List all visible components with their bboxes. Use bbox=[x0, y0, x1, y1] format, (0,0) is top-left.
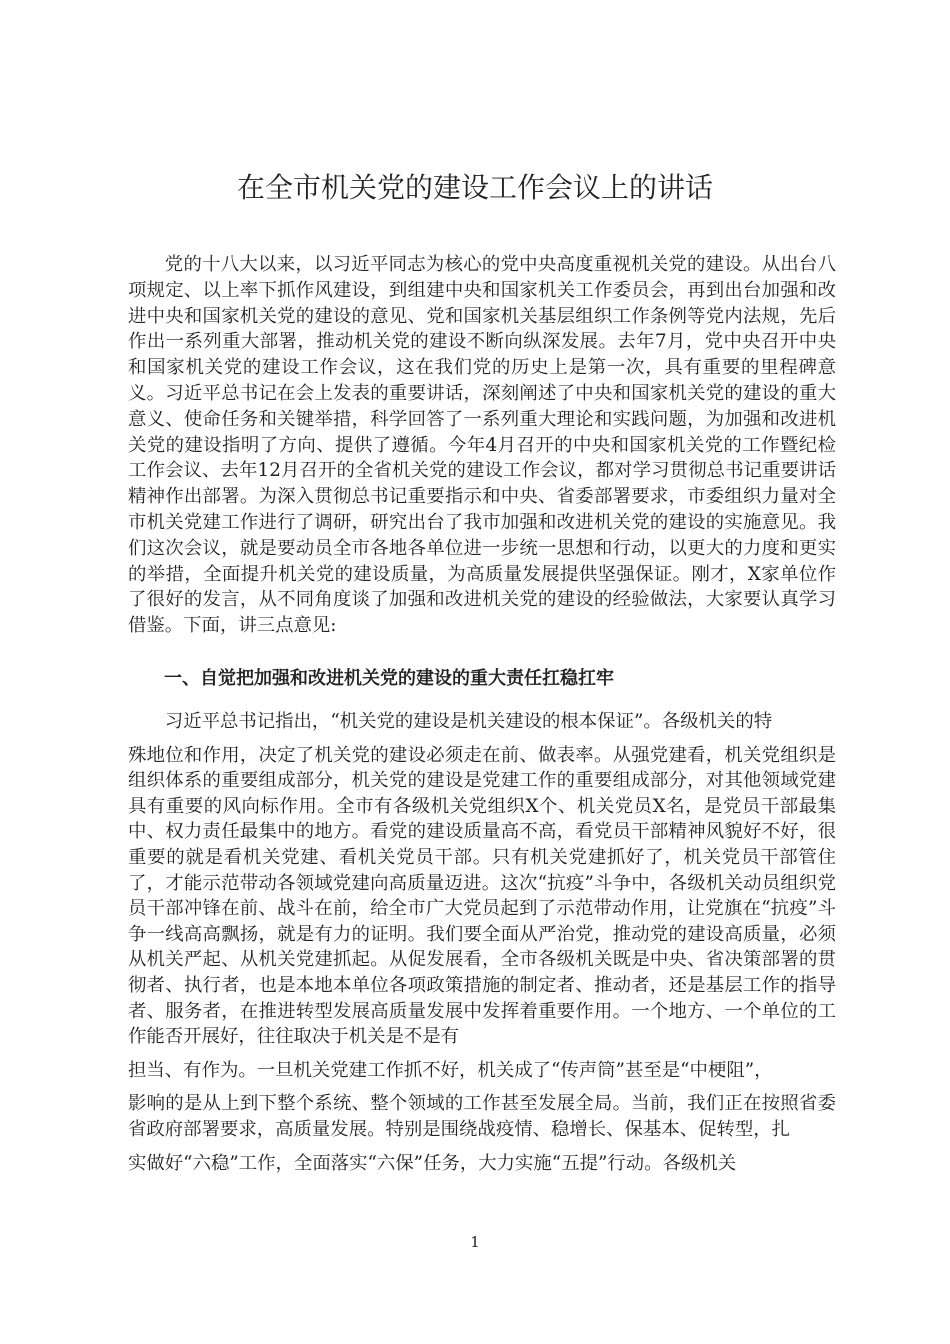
line-gap bbox=[128, 1050, 836, 1058]
section-paragraph-text-d: 实做好“六稳”工作，全面落实“六保”任务，大力实施“五提”行动。各级机关 bbox=[128, 1152, 737, 1174]
intro-paragraph: 党的十八大以来，以习近平同志为核心的党中央高度重视机关党的建设。从出台八项规定、以上率下抓作风建设，到组建中央和国家机关工作委员会，再到出台加强和改进中央和国家机关党的建设的意见、党和国家机关基层组织工作条例等党内法规，先后作出一系列重大部署，推动机关党的建设不断向纵深发展。去年7月，党中央召开中央和国家机关党的建设工作会议，这在我们党的历史上是第一次，具有重要的里程碑意义。习近平总书记在会上发表的重要讲话，深刻阐述了中央和国家机关党的建设的重大意义、使命任务和关键举措，科学回答了一系列重大理论和实践问题，为加强和改进机关党的建设指明了方向、提供了遵循。今年4月召开的中央和国家机关党的工作暨纪检工作会议、去年12月召开的全省机关党的建设工作会议，都对学习贯彻总书记重要讲话精神作出部署。为深入贯彻总书记重要指示和中央、省委部署要求，市委组织力量对全市机关党建工作进行了调研，研究出台了我市加强和改进机关党的建设的实施意见。我们这次会议，就是要动员全市各地各单位进一步统一思想和行动，以更大的力度和更实的举措，全面提升机关党的建设质量，为高质量发展提供坚强保证。刚才，X家单位作了很好的发言，从不同角度谈了加强和改进机关党的建设的经验做法，大家要认真学习借鉴。下面，讲三点意见: bbox=[128, 254, 836, 637]
section-paragraph-text-b: 担当、有作为。一旦机关党建工作抓不好，机关成了“传声筒”甚至是“中梗阻”， bbox=[128, 1059, 773, 1081]
page-number: 1 bbox=[470, 1233, 480, 1251]
section-paragraph-text-c: 影响的是从上到下整个系统、整个领域的工作甚至发展全局。当前，我们正在按照省委省政府部署要求，高质量发展。特别是围绕战疫情、稳增长、保基本、促转型，扎 bbox=[128, 1093, 836, 1140]
intro-paragraph-block bbox=[128, 252, 836, 639]
line-gap bbox=[128, 1083, 836, 1091]
section-paragraph bbox=[128, 709, 836, 735]
section-paragraph-text-a: 殊地位和作用，决定了机关党的建设必须走在前、做表率。从强党建看，机关党组织是组织体系的重要组成部分，机关党的建设是党建工作的重要组成部分，对其他领域党建具有重要的风向标作用。全市有各级机关党组织X个、机关党员X名，是党员干部最集中、权力责任最集中的地方。看党的建设质量高不高，看党员干部精神风貌好不好，很重要的就是看机关党建、看机关党员干部。只有机关党建抓好了，机关党员干部管住了，才能示范带动各领域党建向高质量迈进。这次“抗疫”斗争中，各级机关动员组织党员干部冲锋在前、战斗在前，给全市广大党员起到了示范带动作用，让党旗在“抗疫”斗争一线高高飘扬，就是有力的证明。我们要全面从严治党，推动党的建设高质量，必须从机关严起、从机关党建抓起。从促发展看，全市各级机关既是中央、省决策部署的贯彻者、执行者，也是本地本单位各项政策措施的制定者、推动者，还是基层工作的指导者、服务者，在推进转型发展高质量发展中发挥着重要作用。一个地方、一个单位的工作能否开展好，往往取决于机关是不是有 bbox=[128, 744, 836, 1048]
section-heading: 一、自觉把加强和改进机关党的建设的重大责任扛稳扛牢 bbox=[164, 668, 614, 689]
section-paragraph-line-1: 习近平总书记指出，“机关党的建设是机关建设的根本保证”。各级机关的特 bbox=[164, 711, 773, 732]
section-paragraph-block bbox=[128, 709, 836, 1176]
line-gap bbox=[128, 1143, 836, 1151]
document-title: 在全市机关党的建设工作会议上的讲话 bbox=[236, 171, 713, 204]
